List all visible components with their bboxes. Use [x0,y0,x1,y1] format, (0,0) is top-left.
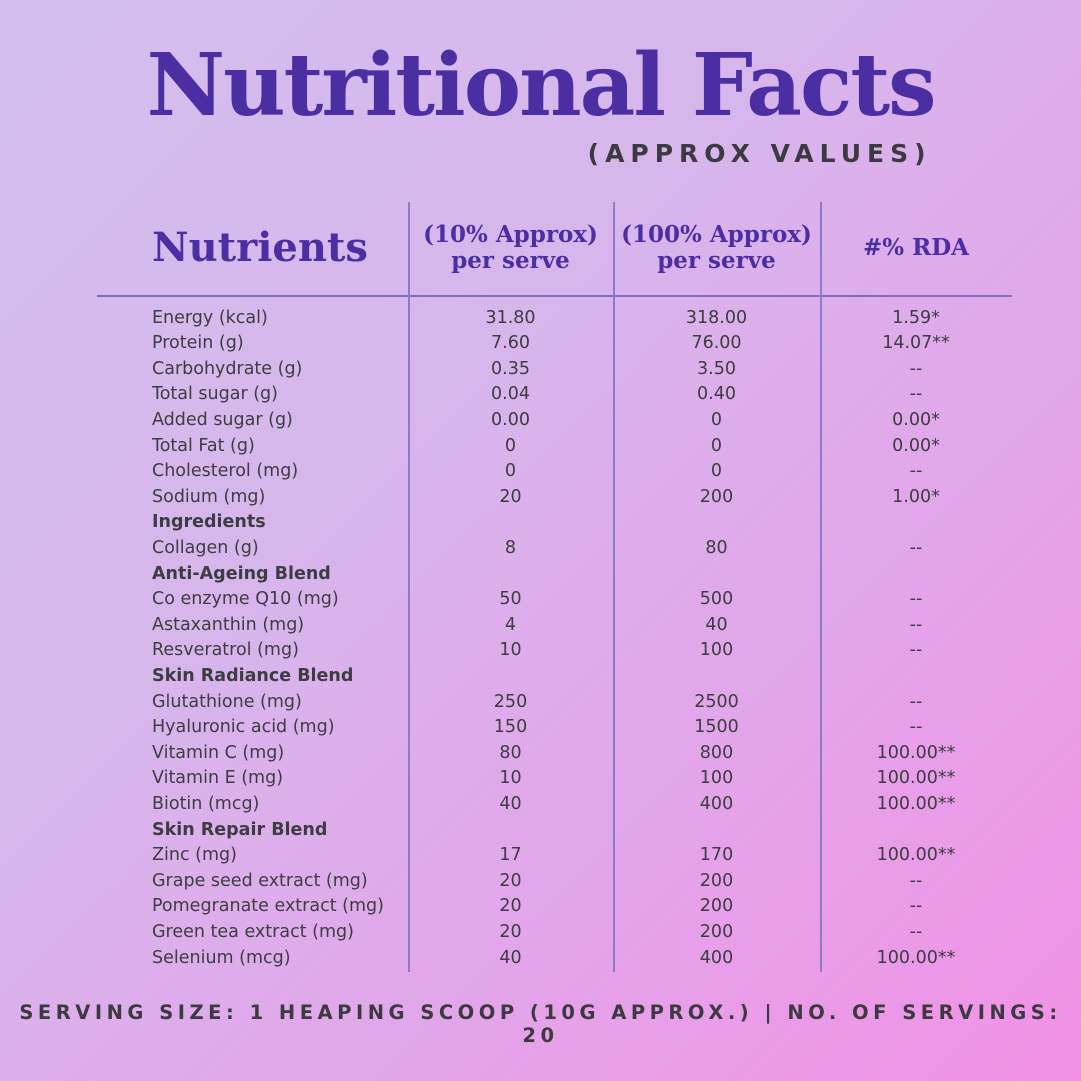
value-100-per-serve: 800 [699,742,734,763]
page-subtitle: (APPROX VALUES) [587,138,932,168]
nutrient-label: Total sugar (g) [152,384,278,405]
column-divider-1 [408,202,410,972]
value-10-per-serve: 8 [504,538,517,559]
table-row [97,638,1012,664]
value-rda: -- [909,614,923,635]
value-10-per-serve: 0.35 [491,358,530,379]
value-rda: 100.00** [876,793,956,814]
header-10-line2: per serve [451,247,570,275]
value-rda: 100.00** [876,742,956,763]
value-10-per-serve: 0 [504,435,517,456]
nutrient-label: Sodium (mg) [152,486,266,507]
nutrient-label: Co enzyme Q10 (mg) [152,589,339,610]
table-row [97,586,1012,612]
value-10-per-serve: 7.60 [491,333,530,354]
value-rda: -- [909,921,923,942]
value-100-per-serve: 400 [699,793,734,814]
value-100-per-serve: 100 [699,640,734,661]
column-divider-3 [820,202,822,972]
section-row [97,817,1012,843]
nutrient-label: Astaxanthin (mg) [152,614,305,635]
nutrient-label: Added sugar (g) [152,410,293,431]
nutrient-label: Collagen (g) [152,538,259,559]
header-100-line2: per serve [657,247,776,275]
value-10-per-serve: 80 [499,742,522,763]
value-100-per-serve: 318.00 [685,307,748,328]
table-row [97,842,1012,868]
nutrient-label: Carbohydrate (g) [152,358,303,379]
value-rda: 14.07** [882,333,950,354]
nutrient-label: Total Fat (g) [152,435,255,456]
table-row [97,791,1012,817]
table-row [97,305,1012,331]
value-100-per-serve: 500 [699,589,734,610]
nutrient-label: Vitamin C (mg) [152,742,285,763]
value-100-per-serve: 3.50 [697,358,736,379]
nutrient-label: Ingredients [152,512,266,533]
value-100-per-serve: 200 [699,921,734,942]
table-row [97,945,1012,971]
value-rda: -- [909,870,923,891]
header-10-line1: (10% Approx) [423,220,598,248]
table-row [97,484,1012,510]
nutrient-label: Anti-Ageing Blend [152,563,331,584]
value-rda: -- [909,384,923,405]
value-10-per-serve: 50 [499,589,522,610]
header-10-percent-per-serve [408,202,613,295]
value-10-per-serve: 10 [499,768,522,789]
nutrient-label: Energy (kcal) [152,307,268,328]
value-rda: 100.00** [876,768,956,789]
table-row [97,868,1012,894]
value-rda: -- [909,589,923,610]
value-rda: -- [909,640,923,661]
table-row [97,382,1012,408]
value-rda: 1.59* [892,307,940,328]
table-row [97,407,1012,433]
value-100-per-serve: 400 [699,947,734,968]
header-nutrients-label: Nutrients [152,224,368,272]
table-row [97,535,1012,561]
table-header-row [97,202,1012,297]
value-100-per-serve: 0 [710,410,723,431]
value-100-per-serve: 170 [699,845,734,866]
header-100-percent-per-serve [613,202,820,295]
nutrient-label: Hyaluronic acid (mg) [152,717,335,738]
nutrient-label: Cholesterol (mg) [152,461,299,482]
nutrition-table [97,202,1012,974]
value-10-per-serve: 40 [499,793,522,814]
value-rda: 1.00* [892,486,940,507]
value-100-per-serve: 100 [699,768,734,789]
nutrient-label: Skin Repair Blend [152,819,328,840]
section-row [97,663,1012,689]
value-rda: -- [909,461,923,482]
table-row [97,714,1012,740]
table-row [97,330,1012,356]
nutrient-label: Glutathione (mg) [152,691,302,712]
value-100-per-serve: 40 [705,614,728,635]
table-row [97,433,1012,459]
nutrient-label: Skin Radiance Blend [152,665,354,686]
value-10-per-serve: 20 [499,921,522,942]
page-title: Nutritional Facts [146,35,935,136]
nutrient-label: Protein (g) [152,333,244,354]
table-row [97,458,1012,484]
value-rda: 100.00** [876,947,956,968]
value-10-per-serve: 250 [493,691,528,712]
value-10-per-serve: 0.00 [491,410,530,431]
value-10-per-serve: 20 [499,486,522,507]
nutrient-label: Vitamin E (mg) [152,768,284,789]
table-row [97,740,1012,766]
nutrient-label: Grape seed extract (mg) [152,870,368,891]
table-row [97,766,1012,792]
value-10-per-serve: 0 [504,461,517,482]
value-rda: 100.00** [876,845,956,866]
value-rda: -- [909,896,923,917]
table-row [97,612,1012,638]
value-rda: 0.00* [892,435,940,456]
value-10-per-serve: 40 [499,947,522,968]
value-10-per-serve: 0.04 [491,384,530,405]
value-100-per-serve: 1500 [694,717,739,738]
value-10-per-serve: 10 [499,640,522,661]
section-row [97,561,1012,587]
value-rda: -- [909,691,923,712]
value-100-per-serve: 200 [699,896,734,917]
nutrient-label: Zinc (mg) [152,845,237,866]
table-row [97,894,1012,920]
nutrient-label: Selenium (mcg) [152,947,291,968]
value-rda: -- [909,538,923,559]
value-10-per-serve: 20 [499,896,522,917]
value-100-per-serve: 80 [705,538,728,559]
title-block [146,0,936,168]
nutrient-label: Pomegranate extract (mg) [152,896,384,917]
value-100-per-serve: 2500 [694,691,739,712]
value-100-per-serve: 0.40 [697,384,736,405]
value-10-per-serve: 4 [504,614,517,635]
table-row [97,356,1012,382]
header-rda [820,202,1012,295]
header-rda-label: #% RDA [862,234,970,262]
value-100-per-serve: 0 [710,435,723,456]
serving-size-footer: SERVING SIZE: 1 HEAPING SCOOP (10G APPROX.) | NO. OF SERVINGS: 20 [19,1001,1062,1048]
nutrient-label: Resveratrol (mg) [152,640,299,661]
value-100-per-serve: 200 [699,486,734,507]
table-row [97,689,1012,715]
section-row [97,510,1012,536]
table-body [97,297,1012,974]
value-rda: -- [909,358,923,379]
value-100-per-serve: 200 [699,870,734,891]
value-100-per-serve: 76.00 [691,333,742,354]
value-rda: -- [909,717,923,738]
header-100-line1: (100% Approx) [621,220,812,248]
column-divider-2 [613,202,615,972]
value-100-per-serve: 0 [710,461,723,482]
value-10-per-serve: 20 [499,870,522,891]
value-10-per-serve: 150 [493,717,528,738]
value-10-per-serve: 31.80 [485,307,536,328]
table-row [97,919,1012,945]
value-10-per-serve: 17 [499,845,522,866]
nutrient-label: Green tea extract (mg) [152,921,354,942]
nutrient-label: Biotin (mcg) [152,793,260,814]
header-nutrients [97,202,408,295]
value-rda: 0.00* [892,410,940,431]
